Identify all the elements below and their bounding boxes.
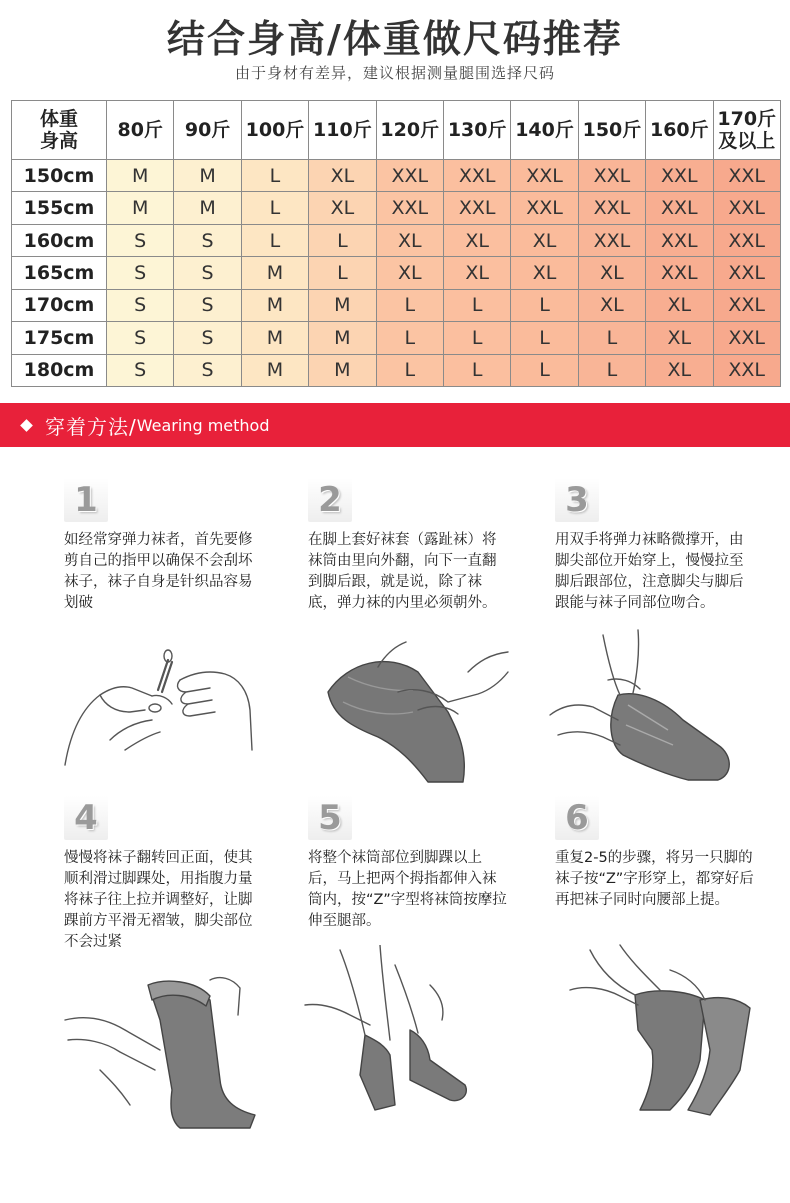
size-cell: XL [646,322,713,354]
step-number: 4 [64,796,108,840]
step-number: 1 [64,478,108,522]
height-cell: 180cm [12,354,107,386]
size-cell: L [443,322,510,354]
height-cell: 165cm [12,257,107,289]
size-cell: L [443,289,510,321]
size-cell: L [443,354,510,386]
size-cell: S [107,224,174,256]
size-cell: L [309,224,376,256]
step-6 [555,796,790,911]
step-2 [308,478,548,614]
size-cell: L [376,289,443,321]
weight-header: 80斤 [107,101,174,160]
step-text: 慢慢将袜子翻转回正面，使其顺利滑过脚踝处，用指腹力量将袜子往上拉并调整好，让脚踝前方平滑无褶皱，脚尖部位不会过紧 [64,850,253,950]
table-row [12,224,781,256]
size-cell: L [241,224,308,256]
size-cell: XL [376,257,443,289]
nail-trimming-illustration [60,640,260,770]
sock-to-heel-illustration [548,625,748,790]
size-cell: S [107,289,174,321]
size-cell: XL [578,289,645,321]
size-cell: M [241,257,308,289]
step-number: 3 [555,478,599,522]
size-cell: M [174,192,241,224]
size-cell: M [241,289,308,321]
z-massage-illustration [300,945,500,1115]
size-cell: M [241,322,308,354]
size-cell: XL [646,289,713,321]
sock-turning-illustration [60,960,270,1130]
corner-header [12,101,107,160]
pull-socks-up-illustration [560,940,760,1120]
step-number: 5 [308,796,352,840]
height-cell: 175cm [12,322,107,354]
weight-header: 120斤 [376,101,443,160]
height-cell: 155cm [12,192,107,224]
section-title-en: Wearing method [136,415,270,435]
size-cell: XL [443,224,510,256]
weight-header-last-bottom: 及以上 [718,130,776,152]
weight-header: 160斤 [646,101,713,160]
size-cell: XXL [713,160,780,192]
weight-header: 130斤 [443,101,510,160]
size-cell: XXL [646,257,713,289]
size-cell: XXL [376,192,443,224]
size-cell: L [578,322,645,354]
size-cell: XXL [376,160,443,192]
size-cell: S [174,322,241,354]
size-cell: XXL [713,354,780,386]
table-row [12,192,781,224]
step-text: 用双手将弹力袜略微撑开，由脚尖部位开始穿上，慢慢拉至脚后跟部位，注意脚尖与脚后跟能与袜子同部位吻合。 [555,532,744,611]
step-text: 在脚上套好袜套（露趾袜）将袜筒由里向外翻，向下一直翻到脚后跟，就是说，除了袜底，弹力袜的内里必须朝外。 [308,532,497,611]
wearing-method-banner [0,403,790,447]
size-cell: XL [309,192,376,224]
size-cell: S [174,224,241,256]
table-header-row [12,101,781,160]
step-5 [308,796,548,932]
size-cell: S [174,354,241,386]
size-cell: M [309,354,376,386]
weight-header: 90斤 [174,101,241,160]
size-cell: L [511,354,578,386]
weight-header: 140斤 [511,101,578,160]
table-row [12,257,781,289]
step-text: 如经常穿弹力袜者，首先要修剪自己的指甲以确保不会刮坏袜子，袜子自身是针织品容易划破 [64,532,253,611]
step-4 [64,796,304,953]
size-cell: XXL [578,224,645,256]
size-cell: L [241,160,308,192]
size-cell: XXL [646,192,713,224]
size-cell: M [107,160,174,192]
table-row [12,322,781,354]
size-cell: S [107,354,174,386]
size-recommendation-table [11,100,781,387]
weight-header: 100斤 [241,101,308,160]
size-cell: XXL [713,322,780,354]
table-row [12,160,781,192]
size-cell: L [511,289,578,321]
size-cell: M [241,354,308,386]
size-cell: S [107,257,174,289]
corner-height-label: 身高 [39,130,78,152]
size-cell: M [174,160,241,192]
section-title-cn: 穿着方法/ [45,414,137,439]
step-number: 6 [555,796,599,840]
size-cell: XXL [443,160,510,192]
size-cell: XL [511,257,578,289]
size-cell: XL [511,224,578,256]
step-text: 将整个袜筒部位到脚踝以上后，马上把两个拇指都伸入袜筒内，按“Z”字型将袜筒按摩拉伸至腿部。 [308,850,507,929]
size-cell: L [376,354,443,386]
size-cell: L [241,192,308,224]
size-cell: XXL [713,289,780,321]
size-cell: S [174,257,241,289]
size-cell: L [578,354,645,386]
size-cell: XXL [713,192,780,224]
size-cell: XL [309,160,376,192]
weight-header-last-top: 170斤 [717,108,777,130]
size-cell: XL [646,354,713,386]
sock-inside-out-illustration [318,632,518,792]
size-cell: XXL [646,160,713,192]
size-cell: XXL [578,160,645,192]
size-cell: XXL [443,192,510,224]
corner-weight-label: 体重 [39,108,78,130]
size-cell: M [107,192,174,224]
size-cell: XL [376,224,443,256]
page-title: 结合身高/体重做尺码推荐 [167,17,623,61]
height-cell: 150cm [12,160,107,192]
weight-header-last [713,101,780,160]
size-cell: XXL [578,192,645,224]
weight-header: 150斤 [578,101,645,160]
weight-header: 110斤 [309,101,376,160]
size-cell: XXL [646,224,713,256]
size-cell: M [309,289,376,321]
page-subtitle: 由于身材有差异，建议根据测量腿围选择尺码 [234,64,555,82]
table-row [12,289,781,321]
size-cell: S [174,289,241,321]
size-cell: L [376,322,443,354]
height-cell: 160cm [12,224,107,256]
size-cell: M [309,322,376,354]
step-3 [555,478,790,614]
size-cell: L [309,257,376,289]
size-cell: XL [578,257,645,289]
size-cell: XXL [713,224,780,256]
size-cell: XXL [511,160,578,192]
diamond-bullet-icon [20,419,33,432]
step-1 [64,478,304,614]
size-cell: XXL [713,257,780,289]
height-cell: 170cm [12,289,107,321]
size-cell: XL [443,257,510,289]
size-cell: S [107,322,174,354]
step-number: 2 [308,478,352,522]
step-text: 重复2-5的步骤，将另一只脚的袜子按“Z”字形穿上，都穿好后再把袜子同时向腰部上提。 [555,850,754,908]
size-cell: L [511,322,578,354]
size-cell: XXL [511,192,578,224]
table-row [12,354,781,386]
